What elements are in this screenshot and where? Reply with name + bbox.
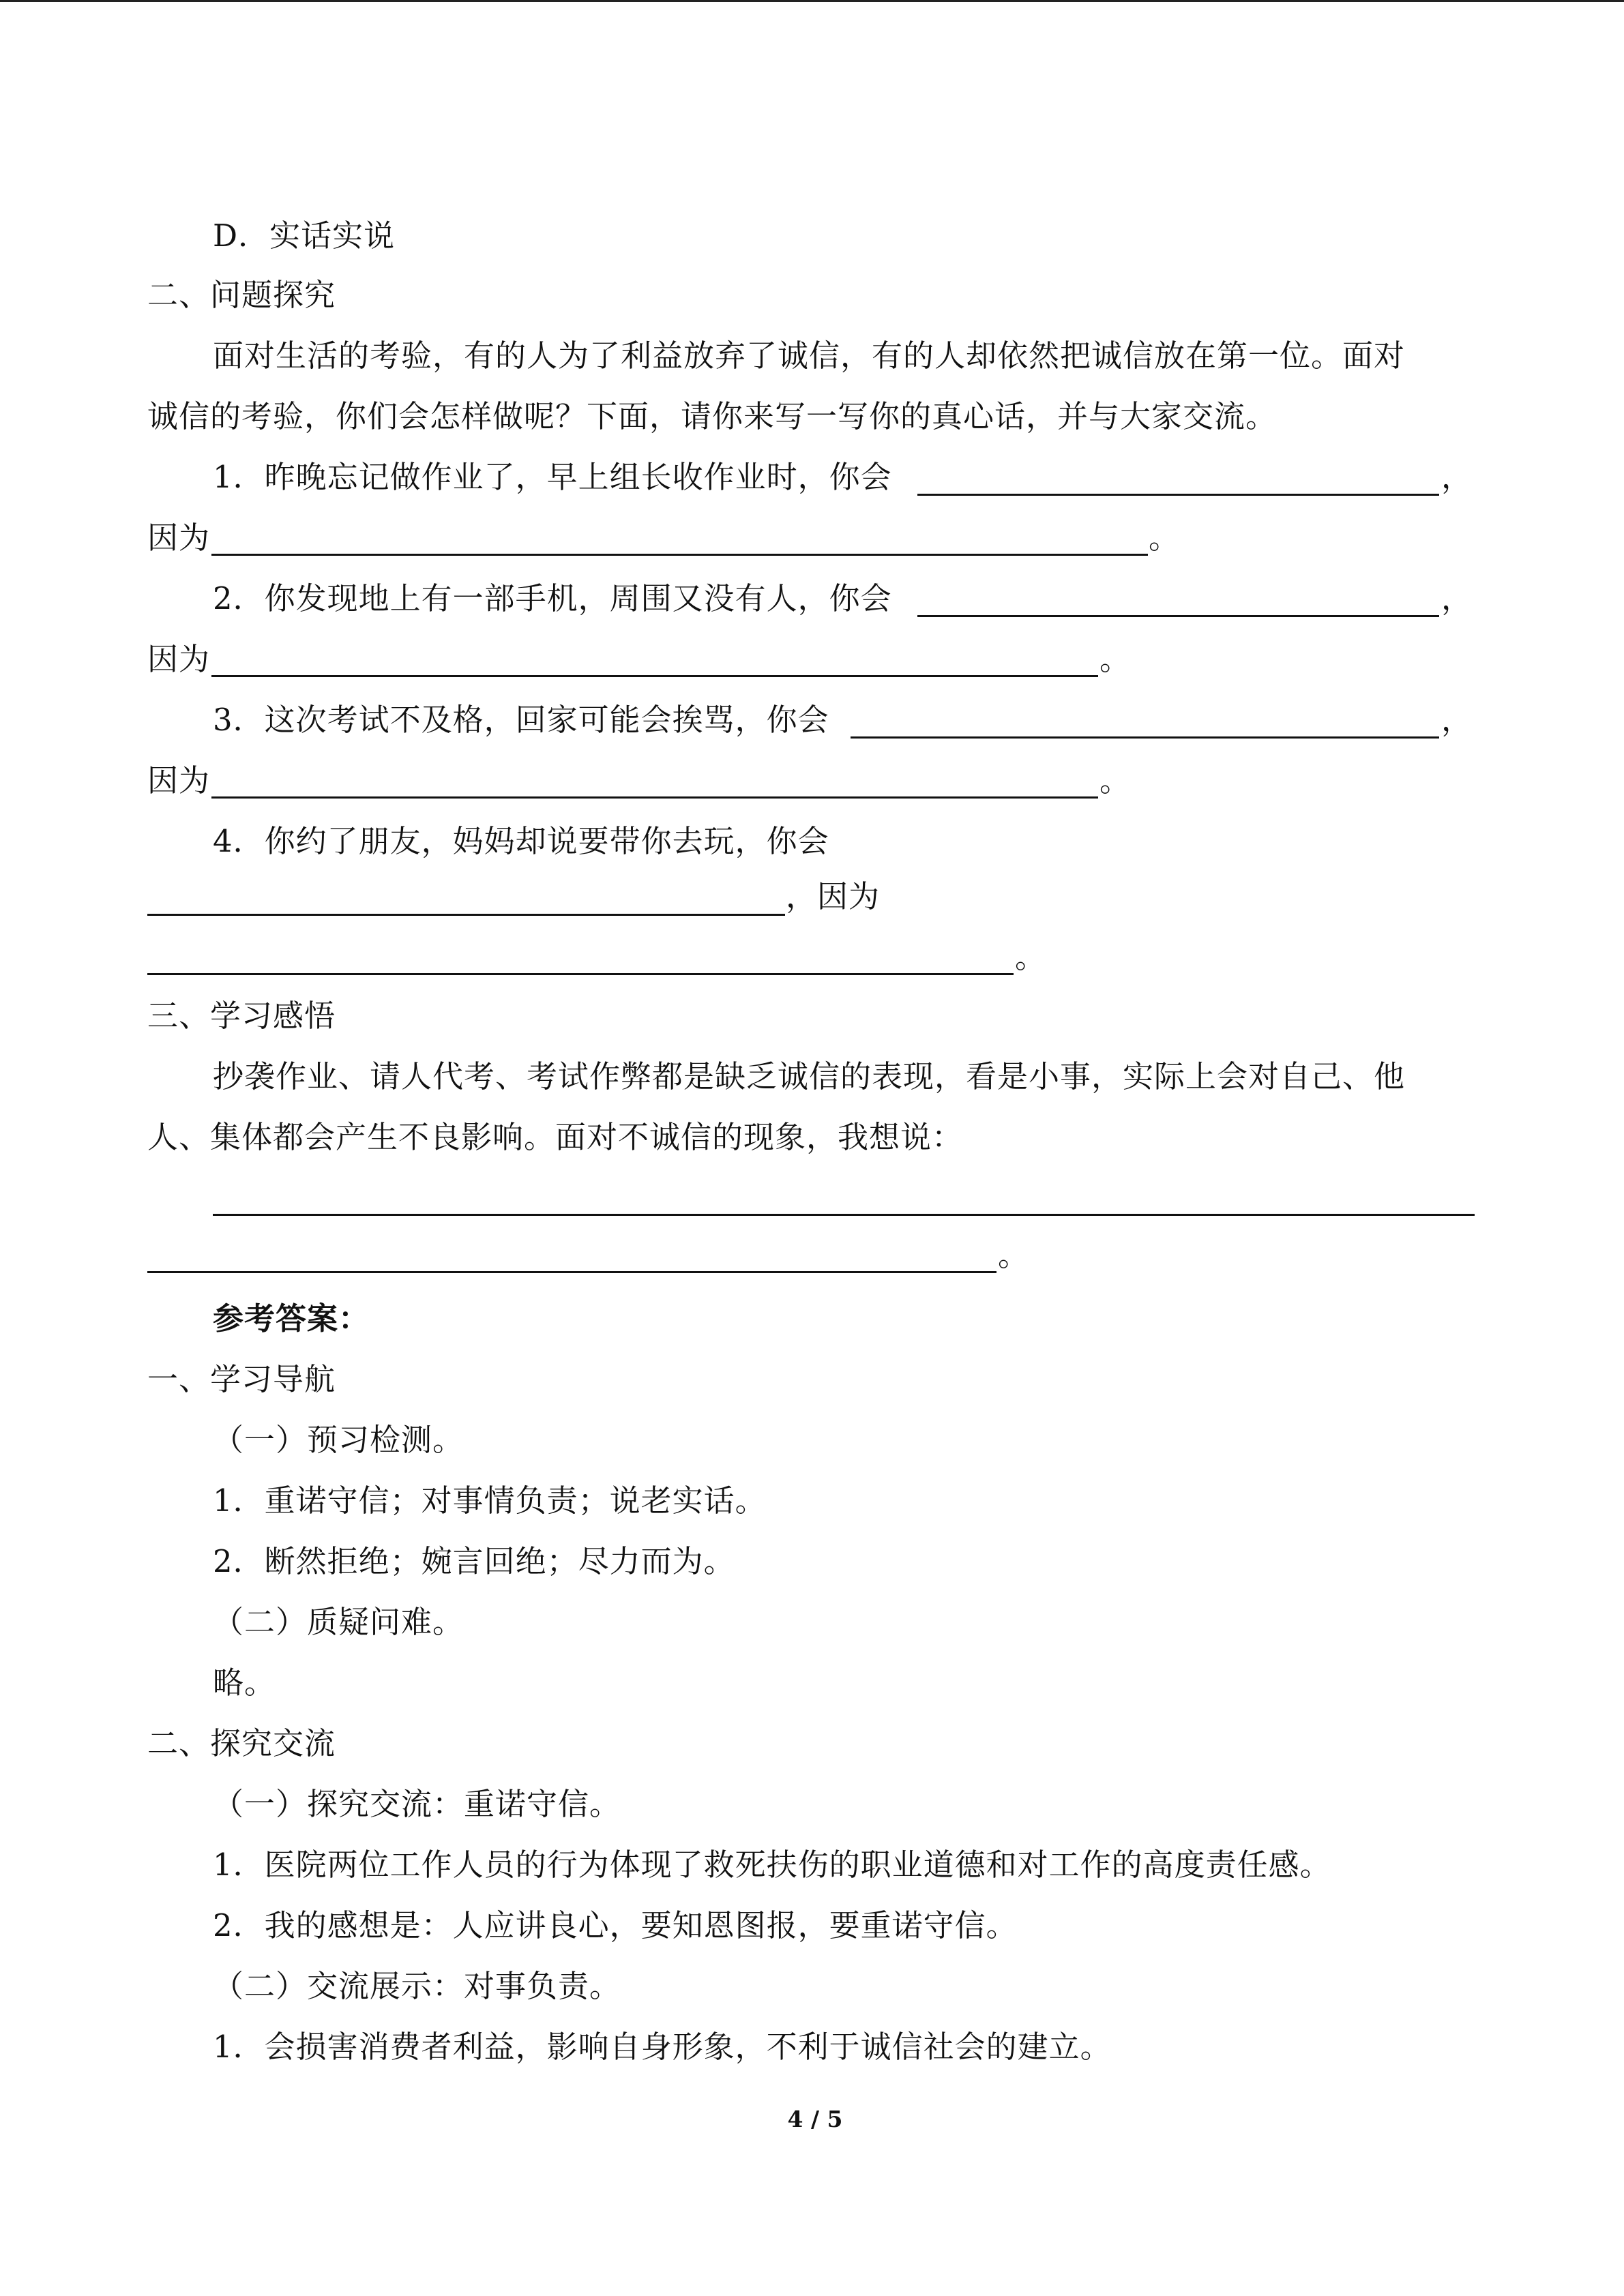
question-3-reason-blank[interactable] (211, 796, 1098, 799)
question-1-text: 1．昨晚忘记做作业了，早上组长收作业时，你会 (213, 459, 892, 495)
question-4-answer-blank[interactable] (147, 914, 785, 916)
answers-s2-heading: 二、探究交流 (147, 1725, 336, 1761)
question-3-answer-blank[interactable] (851, 736, 1439, 739)
question-1-because-label: 因为 (147, 520, 211, 556)
answers-s2-item3: 1．会损害消费者利益，影响自身形象，不利于诚信社会的建立。 (213, 2029, 1112, 2065)
section3-heading: 三、学习感悟 (147, 998, 336, 1034)
answers-s1-omit: 略。 (213, 1665, 276, 1701)
section2-intro-line2: 诚信的考验，你们会怎样做呢？下面，请你来写一写你的真心话，并与大家交流。 (147, 398, 1278, 434)
question-1-period: 。 (1149, 520, 1181, 556)
question-2-answer-blank[interactable] (917, 615, 1439, 617)
answers-s1-sub1: （一）预习检测。 (213, 1422, 464, 1458)
question-2-text: 2．你发现地上有一部手机，周围又没有人，你会 (213, 580, 892, 616)
question-3-text: 3．这次考试不及格，回家可能会挨骂，你会 (213, 702, 829, 738)
question-3-because-label: 因为 (147, 762, 211, 799)
page-top-border (0, 0, 1624, 2)
answers-s2-sub1: （一）探究交流：重诺守信。 (213, 1786, 621, 1822)
question-4-text: 4．你约了朋友，妈妈却说要带你去玩，你会 (213, 823, 829, 859)
question-2-reason-blank[interactable] (211, 675, 1098, 677)
section3-period: 。 (998, 1237, 1030, 1273)
answers-title: 参考答案： (213, 1300, 370, 1337)
answers-s1-sub2: （二）质疑问难。 (213, 1604, 464, 1640)
section3-line1: 抄袭作业、请人代考、考试作弊都是缺乏诚信的表现，看是小事，实际上会对自己、他 (213, 1058, 1406, 1094)
question-4-period: 。 (1015, 939, 1047, 975)
question-4-reason-blank[interactable] (147, 973, 1014, 975)
answers-s1-item1: 1．重诺守信；对事情负责；说老实话。 (213, 1482, 767, 1519)
answers-s2-sub2: （二）交流展示：对事负责。 (213, 1968, 621, 2004)
answers-s1-item2: 2．断然拒绝；婉言回绝；尽力而为。 (213, 1543, 735, 1579)
question-1-comma: ， (1441, 459, 1473, 495)
question-3-period: 。 (1099, 762, 1132, 799)
question-3-comma: ， (1441, 702, 1473, 738)
question-2-because-label: 因为 (147, 641, 211, 677)
question-1-answer-blank[interactable] (917, 494, 1439, 496)
question-4-because-label: ，因为 (786, 878, 881, 914)
section3-line2: 人、集体都会产生不良影响。面对不诚信的现象，我想说： (147, 1119, 964, 1155)
section2-heading: 二、问题探究 (147, 277, 336, 313)
answers-s1-heading: 一、学习导航 (147, 1361, 336, 1397)
choice-d: D．实话实说 (213, 218, 396, 254)
section3-answer-blank-2[interactable] (147, 1271, 996, 1273)
page-number: 4 / 5 (787, 2106, 843, 2132)
question-1-reason-blank[interactable] (211, 554, 1148, 556)
question-2-period: 。 (1099, 641, 1132, 677)
section2-intro-line1: 面对生活的考验，有的人为了利益放弃了诚信，有的人却依然把诚信放在第一位。面对 (213, 338, 1406, 374)
answers-s2-item2: 2．我的感想是：人应讲良心，要知恩图报，要重诺守信。 (213, 1907, 1018, 1943)
answers-s2-item1: 1．医院两位工作人员的行为体现了救死扶伤的职业道德和对工作的高度责任感。 (213, 1847, 1331, 1883)
question-2-comma: ， (1441, 580, 1473, 616)
section3-answer-blank-1[interactable] (213, 1214, 1475, 1216)
